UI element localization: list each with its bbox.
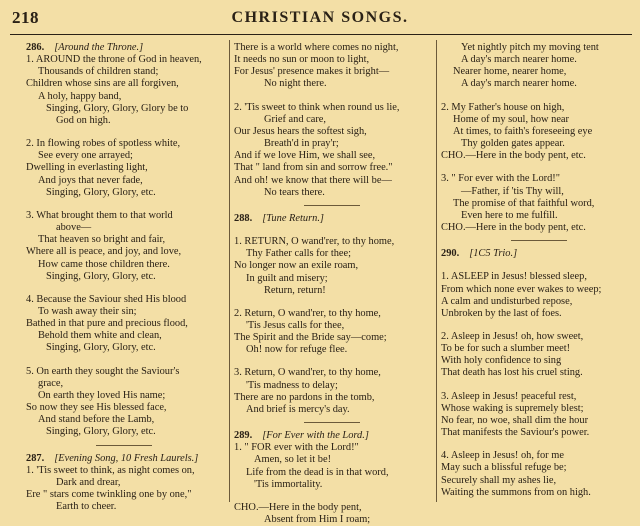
hymn-line: 3. " For ever with the Lord!" [441, 173, 561, 185]
hymn-heading [234, 213, 430, 225]
hymn-line: Return, return! [264, 284, 326, 296]
hymn-line: Whose waking is supremely blest; [441, 402, 584, 414]
hymn-line: 1. AROUND the throne of God in heaven, [26, 54, 202, 66]
hymn-line: Absent from Him I roam; [264, 514, 371, 525]
hymn-line: No fear, no woe, shall dim the hour [441, 414, 589, 426]
hymn-line: 4. Because the Saviour shed His blood [26, 293, 187, 305]
hymn-line: And oh! we know that there will be— [234, 174, 392, 186]
hymn-line: On earth they loved His name; [38, 389, 166, 401]
hymn-line: above— [56, 222, 92, 234]
hymn-line: Singing, Glory, Glory, etc. [46, 186, 156, 198]
hymn-line: 1. ASLEEP in Jesus! blessed sleep, [441, 271, 587, 283]
hymn-line: —Father, if 'tis Thy will, [461, 185, 564, 197]
hymn-line: From which none ever wakes to weep; [441, 283, 602, 295]
hymn-line: Thy Father calls for thee; [246, 248, 352, 260]
page-number: 218 [12, 8, 39, 27]
hymn-line: And if we love Him, we shall see, [234, 150, 376, 162]
hymn-heading [26, 453, 222, 465]
hymn-line: CHO.—Here in the body pent, etc. [441, 150, 586, 162]
hymn-line: And joys that never fade, [38, 174, 143, 186]
hymn-line: And brief is mercy's day. [246, 403, 350, 415]
hymn-number: 289. [234, 430, 253, 442]
page-header [0, 0, 640, 30]
hymn-line: In guilt and misery; [246, 272, 328, 284]
hymn-line: Unbroken by the last of foes. [441, 307, 562, 319]
hymn-line: Singing, Glory, Glory, etc. [46, 270, 156, 282]
hymn-line: 'Tis madness to delay; [246, 379, 338, 391]
hymn-line: Our Jesus hears the softest sigh, [234, 125, 367, 137]
hymn-line: A holy, happy band, [38, 90, 122, 102]
stanza-gap [441, 320, 637, 331]
hymn-line: Thy golden gates appear. [461, 138, 565, 150]
hymn-line: A calm and undisturbed repose, [441, 295, 573, 307]
hymn-line: CHO.—Here in the body pent, etc. [441, 222, 586, 234]
hymn-number: 288. [234, 212, 253, 224]
hymn-heading [26, 42, 222, 54]
tune-name: [Evening Song, 10 Fresh Laurels.] [54, 452, 199, 464]
hymn-line: And stand before the Lamb, [38, 414, 155, 426]
hymn-line: 'Tis immortality. [254, 478, 323, 490]
stanza-gap [441, 439, 637, 450]
hymn-line: Dark and drear, [56, 476, 121, 488]
hymn-line: Amen, so let it be! [254, 454, 332, 466]
hymn-line: 'Tis Jesus calls for thee, [246, 319, 345, 331]
hymn-line: Yet nightly pitch my moving tent [461, 42, 599, 53]
stanza-gap [441, 91, 637, 102]
hymn-line: Singing, Glory, Glory, Glory be to [46, 102, 189, 114]
hymn-line: 1. RETURN, O wand'rer, to thy home, [234, 236, 395, 248]
hymn-line: Oh! now for refuge flee. [246, 344, 348, 356]
stanza-gap [26, 355, 222, 366]
hymn-line: So now they see His blessed face, [26, 402, 167, 414]
stanza-gap [441, 162, 637, 173]
hymn-line: There is a world where comes no night, [234, 42, 399, 53]
stanza-gap [26, 283, 222, 294]
hymn-line: That death has lost his cruel sting. [441, 367, 583, 379]
hymn-line: The promise of that faithful word, [453, 197, 595, 209]
stanza-gap [26, 127, 222, 138]
hymn-line: It needs no sun or moon to light, [234, 54, 370, 66]
hymn-line: No tears there. [264, 186, 325, 198]
hymn-line: grace, [38, 377, 64, 389]
stanza-gap [26, 199, 222, 210]
stanza-gap [234, 225, 430, 236]
tune-name: [Tune Return.] [262, 212, 324, 224]
hymn-line: To be for such a slumber meet! [441, 343, 571, 355]
hymn-heading [441, 248, 637, 260]
hymn-line: That " land from sin and sorrow free." [234, 162, 393, 174]
tune-name: [1C5 Trio.] [469, 248, 518, 260]
hymn-line: How came those children there. [38, 258, 170, 270]
hymn-line: 3. What brought them to that world [26, 209, 173, 221]
column-middle [234, 42, 430, 526]
hymn-line: Home of my soul, how near [453, 113, 570, 125]
hymn-line: 1. " FOR ever with the Lord!" [234, 442, 359, 454]
hymn-line: Behold them white and clean, [38, 330, 162, 342]
column-divider-right [436, 40, 437, 502]
hymn-heading [234, 430, 430, 442]
hymn-line: A day's march nearer home. [461, 78, 577, 90]
hymn-separator [26, 439, 222, 453]
hymn-line: No night there. [264, 78, 327, 90]
hymn-line: The Spirit and the Bride say—come; [234, 332, 387, 344]
hymn-line: Ere " stars come twinkling one by one," [26, 489, 192, 500]
hymn-line: 5. On earth they sought the Saviour's [26, 365, 180, 377]
hymn-line: Thousands of children stand; [38, 66, 159, 78]
stanza-gap [234, 356, 430, 367]
hymn-line: 2. Asleep in Jesus! oh, how sweet, [441, 330, 584, 342]
hymn-line: For Jesus' presence makes it bright— [234, 66, 390, 78]
hymn-line: Waiting the summons from on high. [441, 486, 591, 498]
hymn-line: At times, to faith's foreseeing eye [453, 125, 593, 137]
hymn-separator [234, 416, 430, 430]
stanza-gap [441, 260, 637, 271]
hymn-number: 286. [26, 42, 45, 53]
hymn-line: 3. Return, O wand'rer, to thy home, [234, 367, 381, 379]
hymn-line: A day's march nearer home. [461, 54, 577, 66]
hymn-line: 2. 'Tis sweet to think when round us lie, [234, 101, 400, 113]
column-right [441, 42, 637, 499]
hymn-line: God on high. [56, 114, 111, 126]
hymn-line: Life from the dead is in that word, [246, 466, 389, 478]
hymn-line: There are no pardons in the tomb, [234, 391, 375, 403]
hymn-line: Breath'd in pray'r; [264, 138, 339, 150]
hymn-line: 4. Asleep in Jesus! oh, for me [441, 450, 564, 462]
header-rule [10, 34, 632, 35]
hymn-line: May such a blissful refuge be; [441, 462, 567, 474]
hymn-line: With holy confidence to sing [441, 355, 562, 367]
hymn-line: Dwelling in everlasting light, [26, 162, 148, 174]
hymn-line: Children whose sins are all forgiven, [26, 78, 179, 90]
stanza-gap [234, 91, 430, 102]
hymn-line: Singing, Glory, Glory, etc. [46, 426, 156, 438]
hymn-line: Where all is peace, and joy, and love, [26, 246, 182, 258]
tune-name: [For Ever with the Lord.] [262, 430, 369, 442]
column-left [26, 42, 222, 513]
hymn-line: Earth to cheer. [56, 501, 117, 513]
hymn-line: That heaven so bright and fair, [38, 234, 166, 246]
hymn-line: That manifests the Saviour's power. [441, 427, 590, 439]
hymn-line: Singing, Glory, Glory, etc. [46, 342, 156, 354]
hymn-line: See every one arrayed; [38, 150, 133, 162]
hymn-line: CHO.—Here in the body pent, [234, 501, 362, 513]
hymn-line: 2. My Father's house on high, [441, 101, 565, 113]
hymn-line: No longer now an exile roam, [234, 260, 359, 272]
hymn-line: To wash away their sin; [38, 305, 137, 317]
tune-name: [Around the Throne.] [54, 42, 144, 53]
hymn-line: Securely shall my ashes lie, [441, 474, 557, 486]
hymn-line: Nearer home, nearer home, [453, 66, 567, 78]
hymn-line: 2. In flowing robes of spotless white, [26, 138, 181, 150]
column-divider-left [229, 40, 230, 502]
hymn-separator [441, 234, 637, 248]
hymn-number: 290. [441, 248, 460, 260]
hymn-separator [234, 199, 430, 213]
hymn-line: Grief and care, [264, 113, 327, 125]
stanza-gap [441, 380, 637, 391]
hymn-line: Bathed in that pure and precious flood, [26, 318, 188, 330]
hymn-line: 2. Return, O wand'rer, to thy home, [234, 307, 381, 319]
hymn-number: 287. [26, 452, 45, 464]
hymn-line: 1. 'Tis sweet to think, as night comes on, [26, 464, 195, 476]
page-title: CHRISTIAN SONGS. [231, 9, 409, 26]
stanza-gap [234, 297, 430, 308]
hymn-line: 3. Asleep in Jesus! peaceful rest, [441, 390, 577, 402]
hymn-line: Even here to me fulfill. [461, 209, 558, 221]
stanza-gap [234, 491, 430, 502]
